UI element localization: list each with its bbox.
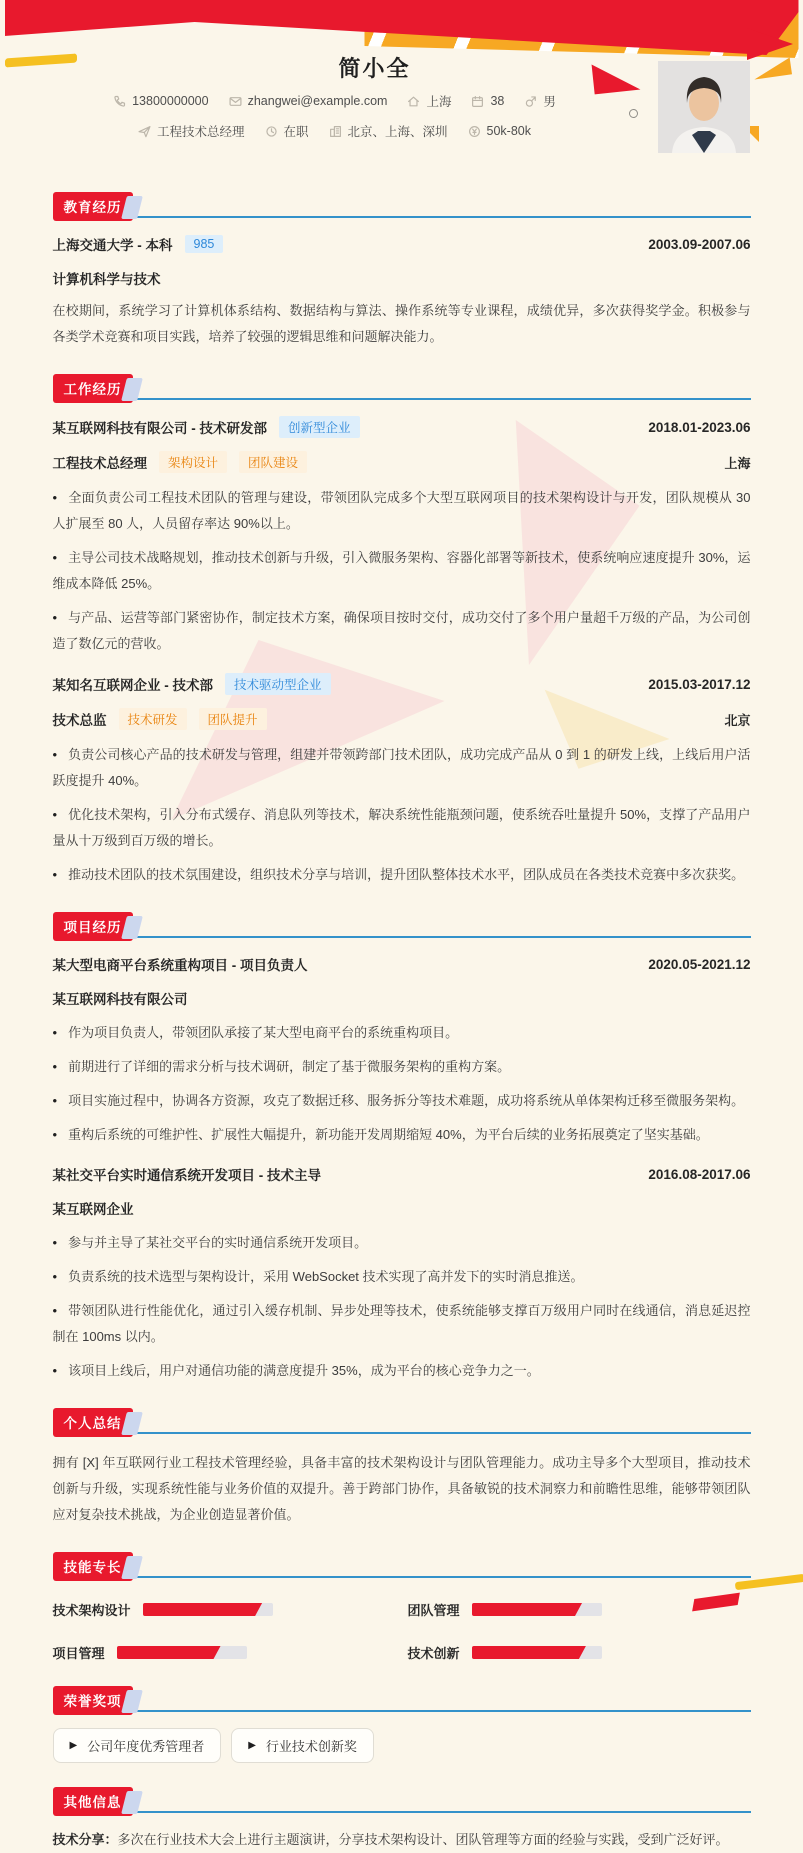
skill-bar-fill xyxy=(117,1646,221,1659)
section-head-work xyxy=(53,374,751,400)
work-entry-1 xyxy=(53,416,751,657)
honor-text: 行业技术创新奖 xyxy=(265,1739,357,1754)
project-entry-2 xyxy=(53,1164,751,1384)
bullet-item: • 全面负责公司工程技术团队的管理与建设，带领团队完成多个大型互联网项目的技术架构设计与开发，团队规模从 30 人扩展至 80 人，人员留存率达 90%以上。 xyxy=(53,485,751,537)
skill-label: 技术创新 xyxy=(407,1646,460,1661)
location-icon xyxy=(407,95,420,108)
section-other xyxy=(53,1787,751,1853)
contact-location-value: 上海 xyxy=(426,95,452,109)
work2-company-name: 某知名互联网企业 - 技术部 xyxy=(52,678,213,693)
section-projects xyxy=(53,912,751,1384)
contact-salary-value: 50k-80k xyxy=(486,124,532,138)
bullet-item: • 与产品、运营等部门紧密协作，制定技术方案，确保项目按时交付，成功交付了多个用户量超千万级的产品，为公司创造了数亿元的营收。 xyxy=(53,605,751,657)
resume-page xyxy=(5,0,799,1847)
contact-salary xyxy=(468,122,531,140)
contact-gender-value: 男 xyxy=(543,95,556,109)
education-school-name: 上海交通大学 - 本科 xyxy=(52,238,173,253)
section-head-honors xyxy=(53,1686,751,1712)
section-badge-work: 工作经历 xyxy=(53,374,133,403)
contact-row-2 xyxy=(5,122,665,140)
work1-location: 上海 xyxy=(724,455,751,471)
contact-email-value: zhangwei@example.com xyxy=(247,94,388,108)
bullet-item: • 作为项目负责人，带领团队承接了某大型电商平台的系统重构项目。 xyxy=(53,1020,751,1046)
bullet-item: • 参与并主导了某社交平台的实时通信系统开发项目。 xyxy=(53,1230,751,1256)
work1-company xyxy=(53,416,360,438)
work1-company-tag: 创新型企业 xyxy=(279,416,360,438)
education-school xyxy=(53,234,224,254)
section-skills xyxy=(53,1552,751,1662)
skill-row xyxy=(53,1600,408,1619)
orange-triangle-right xyxy=(752,57,792,79)
section-badge-summary: 个人总结 xyxy=(53,1408,133,1437)
contact-position-value: 工程技术总经理 xyxy=(156,125,245,139)
work1-role-name: 工程技术总经理 xyxy=(52,456,147,471)
contact-age xyxy=(471,92,504,110)
work1-date: 2018.01-2023.06 xyxy=(648,419,751,435)
section-badge-education: 教育经历 xyxy=(53,192,133,221)
contact-status-value: 在职 xyxy=(283,125,309,139)
bullet-item: • 重构后系统的可维护性、扩展性大幅提升，新功能开发周期缩短 40%，为平台后续的业务拓展奠定了坚实基础。 xyxy=(53,1122,751,1148)
contact-cities xyxy=(329,122,448,140)
project2-date: 2016.08-2017.06 xyxy=(648,1166,751,1182)
skills-grid xyxy=(53,1600,751,1662)
work2-role-tag-2: 团队提升 xyxy=(199,708,267,730)
project2-bullets xyxy=(53,1230,751,1384)
contact-phone xyxy=(113,92,208,110)
education-985-tag: 985 xyxy=(185,235,224,253)
project1-org: 某互联网科技有限公司 xyxy=(52,992,188,1007)
work2-bullets xyxy=(53,742,751,888)
play-icon: ▶ xyxy=(248,1740,256,1751)
work2-company xyxy=(53,673,331,695)
red-triangle-right xyxy=(747,28,793,60)
skill-bar xyxy=(472,1646,602,1659)
skill-bar-fill xyxy=(143,1603,263,1616)
contact-age-value: 38 xyxy=(490,94,505,108)
skill-label: 技术架构设计 xyxy=(52,1603,131,1618)
education-major: 计算机科学与技术 xyxy=(52,272,161,287)
education-date: 2003.09-2007.06 xyxy=(648,236,751,252)
bullet-item: • 该项目上线后，用户对通信功能的满意度提升 35%，成为平台的核心竞争力之一。 xyxy=(53,1358,751,1384)
work2-date: 2015.03-2017.12 xyxy=(648,676,751,692)
work-entry-2 xyxy=(53,673,751,888)
contact-email xyxy=(229,92,388,110)
section-badge-honors: 荣誉奖项 xyxy=(53,1686,133,1715)
contact-cities-value: 北京、上海、深圳 xyxy=(347,125,448,139)
project1-date: 2020.05-2021.12 xyxy=(648,956,751,972)
skill-row xyxy=(408,1643,751,1662)
work1-role-tag-2: 团队建设 xyxy=(239,451,307,473)
contact-gender xyxy=(524,92,556,110)
bullet-item: • 负责公司核心产品的技术研发与管理，组建并带领跨部门技术团队，成功完成产品从 0 到 1 的研发上线，上线后用户活跃度提升 40%。 xyxy=(53,742,751,794)
play-icon: ▶ xyxy=(69,1740,78,1751)
skill-label: 项目管理 xyxy=(52,1646,105,1661)
section-head-education xyxy=(53,192,751,218)
summary-text: 拥有 [X] 年互联网行业工程技术管理经验，具备丰富的技术架构设计与团队管理能力。成功主导多个大型项目，推动技术创新与升级，实现系统性能与业务价值的双提升。善于跨部门协作，具备敏锐的技术洞察力和前瞻性思维，能够带领团队应对复杂技术挑战，为企业创造显著价值。 xyxy=(52,1455,751,1522)
email-icon xyxy=(229,95,242,108)
section-education xyxy=(53,192,751,350)
skill-bar xyxy=(472,1603,602,1616)
bullet-item: • 带领团队进行性能优化，通过引入缓存机制、异步处理等技术，使系统能够支撑百万级用户同时在线通信，消息延迟控制在 100ms 以内。 xyxy=(53,1298,751,1350)
work2-role-tag-1: 技术研发 xyxy=(119,708,187,730)
salary-icon xyxy=(468,125,481,138)
project1-name: 某大型电商平台系统重构项目 - 项目负责人 xyxy=(52,958,308,973)
age-icon xyxy=(471,95,484,108)
other-info-line xyxy=(53,1827,751,1853)
header-banner xyxy=(5,0,799,170)
other-info-label: 技术分享： xyxy=(52,1832,118,1847)
section-badge-skills: 技能专长 xyxy=(53,1552,133,1581)
honor-chip xyxy=(231,1728,374,1763)
person-name: 简小全 xyxy=(338,56,411,81)
honor-text: 公司年度优秀管理者 xyxy=(87,1739,205,1754)
section-head-skills xyxy=(53,1552,751,1578)
contact-position xyxy=(138,122,245,140)
other-info-text: 多次在行业技术大会上进行主题演讲，分享技术架构设计、团队管理等方面的经验与实践，受到广泛好评。 xyxy=(117,1832,729,1847)
contact-row-1 xyxy=(5,92,665,110)
contact-location xyxy=(407,92,451,110)
bullet-item: • 项目实施过程中，协调各方资源，攻克了数据迁移、服务拆分等技术难题，成功将系统从单体架构迁移至微服务架构。 xyxy=(53,1088,751,1114)
section-work xyxy=(53,374,751,888)
section-head-other xyxy=(53,1787,751,1813)
work2-role-name: 技术总监 xyxy=(52,713,107,728)
bullet-item: • 负责系统的技术选型与架构设计，采用 WebSocket 技术实现了高并发下的实时消息推送。 xyxy=(53,1264,751,1290)
project-entry-1 xyxy=(53,954,751,1148)
status-icon xyxy=(265,125,278,138)
bullet-item: • 推动技术团队的技术氛围建设，组织技术分享与培训，提升团队整体技术水平，团队成员在各类技术竞赛中多次获奖。 xyxy=(53,862,751,888)
contact-phone-value: 13800000000 xyxy=(132,94,209,108)
bullet-item: • 主导公司技术战略规划，推动技术创新与升级，引入微服务架构、容器化部署等新技术，使系统响应速度提升 30%，运维成本降低 25%。 xyxy=(53,545,751,597)
skill-bar xyxy=(143,1603,273,1616)
section-honors xyxy=(53,1686,751,1763)
education-description: 在校期间，系统学习了计算机体系结构、数据结构与算法、操作系统等专业课程，成绩优异，多次获得奖学金。积极参与各类学术竞赛和项目实践，培养了较强的逻辑思维和问题解决能力。 xyxy=(52,303,751,344)
skill-bar-fill xyxy=(472,1603,583,1616)
contact-info xyxy=(5,92,665,152)
section-badge-projects: 项目经历 xyxy=(53,912,133,941)
honor-list xyxy=(53,1728,751,1763)
phone-icon xyxy=(113,95,126,108)
section-summary xyxy=(53,1408,751,1528)
cities-icon xyxy=(329,125,342,138)
work1-role xyxy=(53,451,308,473)
project2-org: 某互联网企业 xyxy=(52,1202,134,1217)
section-head-summary xyxy=(53,1408,751,1434)
bullet-item: • 优化技术架构，引入分布式缓存、消息队列等技术，解决系统性能瓶颈问题，使系统吞吐量提升 50%，支撑了产品用户量从十万级到百万级的增长。 xyxy=(53,802,751,854)
work1-role-tag-1: 架构设计 xyxy=(159,451,227,473)
bullet-item: • 前期进行了详细的需求分析与技术调研，制定了基于微服务架构的重构方案。 xyxy=(53,1054,751,1080)
section-badge-other: 其他信息 xyxy=(53,1787,133,1816)
work2-role xyxy=(53,708,267,730)
work2-location: 北京 xyxy=(724,712,751,728)
contact-status xyxy=(265,122,309,140)
project2-name: 某社交平台实时通信系统开发项目 - 技术主导 xyxy=(52,1168,321,1183)
honor-chip xyxy=(53,1728,222,1763)
section-head-projects xyxy=(53,912,751,938)
skill-label: 团队管理 xyxy=(407,1603,460,1618)
work1-company-name: 某互联网科技有限公司 - 技术研发部 xyxy=(52,421,267,436)
skill-row xyxy=(53,1643,408,1662)
project1-bullets xyxy=(53,1020,751,1148)
skill-bar xyxy=(117,1646,247,1659)
gender-icon xyxy=(524,95,537,108)
position-icon xyxy=(138,125,151,138)
skill-bar-fill xyxy=(472,1646,586,1659)
work2-company-tag: 技术驱动型企业 xyxy=(225,673,331,695)
work1-bullets xyxy=(53,485,751,657)
